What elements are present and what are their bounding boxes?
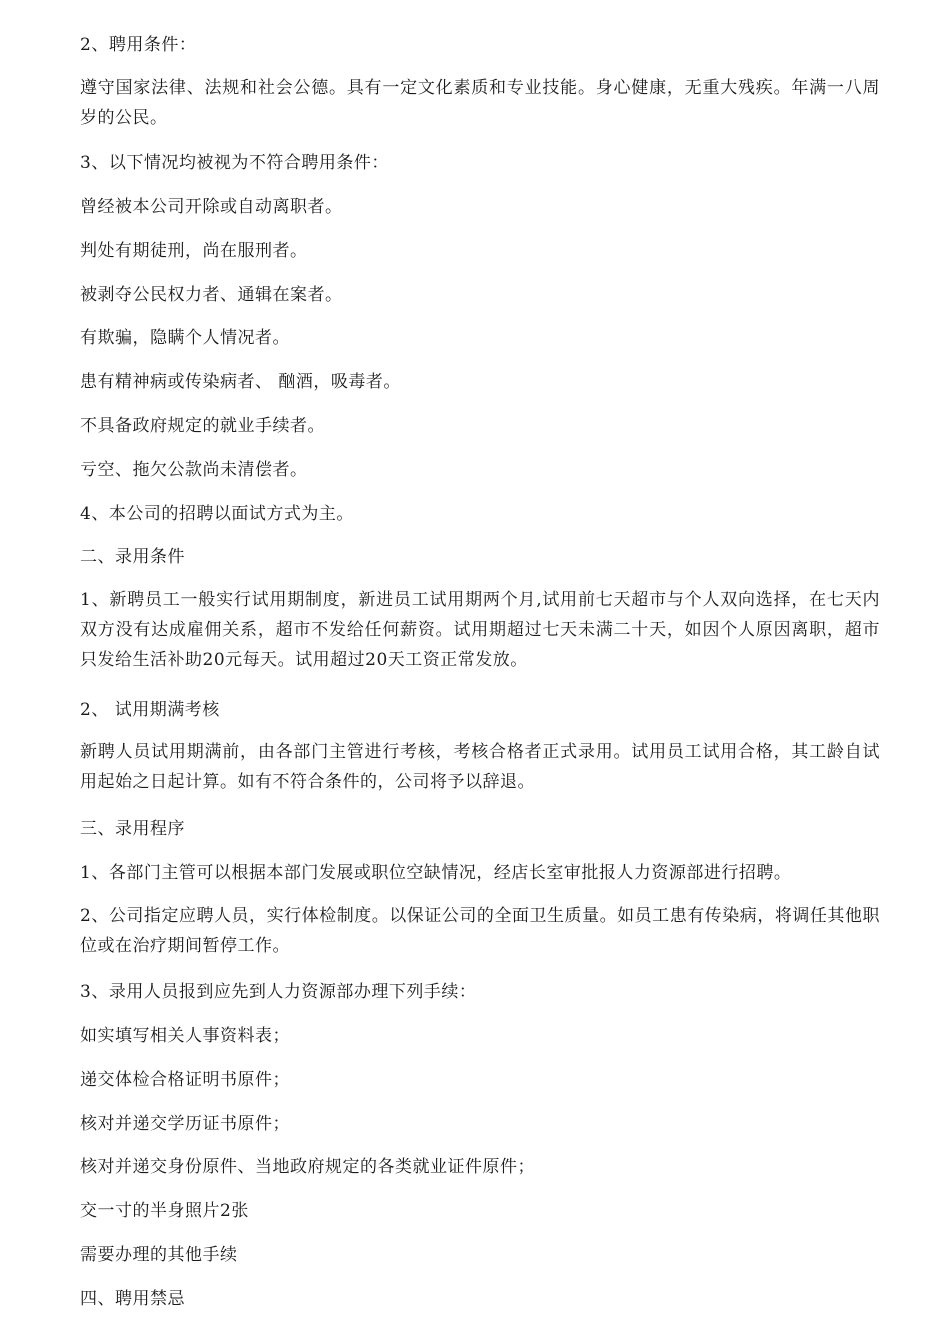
paragraph: 遵守国家法律、法规和社会公德。具有一定文化素质和专业技能。身心健康，无重大残疾。年满一八周岁的公民。 xyxy=(80,78,880,128)
paragraph: 被剥夺公民权力者、通辑在案者。 xyxy=(80,285,343,305)
paragraph: 1、各部门主管可以根据本部门发展或职位空缺情况，经店长室审批报人力资源部进行招聘。 xyxy=(80,863,792,883)
paragraph: 2、公司指定应聘人员，实行体检制度。以保证公司的全面卫生质量。如员工患有传染病，将调任其他职位或在治疗期间暂停工作。 xyxy=(80,906,880,956)
paragraph: 核对并递交学历证书原件； xyxy=(80,1114,290,1134)
paragraph: 不具备政府规定的就业手续者。 xyxy=(80,416,325,436)
paragraph: 亏空、拖欠公款尚未清偿者。 xyxy=(80,460,308,480)
paragraph: 递交体检合格证明书原件； xyxy=(80,1070,290,1090)
section-heading: 三、录用程序 xyxy=(80,819,185,839)
paragraph: 4、本公司的招聘以面试方式为主。 xyxy=(80,504,354,524)
paragraph: 3、以下情况均被视为不符合聘用条件： xyxy=(80,153,389,173)
paragraph: 新聘人员试用期满前，由各部门主管进行考核，考核合格者正式录用。试用员工试用合格，其工龄自试用起始之日起计算。如有不符合条件的，公司将予以辞退。 xyxy=(80,742,880,792)
paragraph: 有欺骗，隐瞒个人情况者。 xyxy=(80,328,290,348)
subsection-heading: 2、 试用期满考核 xyxy=(80,700,220,720)
paragraph: 2、聘用条件： xyxy=(80,35,197,55)
paragraph: 需要办理的其他手续 xyxy=(80,1245,238,1265)
paragraph: 判处有期徒刑，尚在服刑者。 xyxy=(80,241,308,261)
section-heading: 四、聘用禁忌 xyxy=(80,1289,185,1309)
section-heading: 二、录用条件 xyxy=(80,547,185,567)
paragraph: 3、录用人员报到应先到人力资源部办理下列手续： xyxy=(80,982,477,1002)
paragraph: 交一寸的半身照片2张 xyxy=(80,1201,249,1221)
paragraph: 核对并递交身份原件、当地政府规定的各类就业证件原件； xyxy=(80,1157,535,1177)
paragraph: 患有精神病或传染病者、 酗酒，吸毒者。 xyxy=(80,372,401,392)
paragraph: 如实填写相关人事资料表； xyxy=(80,1026,290,1046)
paragraph: 曾经被本公司开除或自动离职者。 xyxy=(80,197,343,217)
paragraph: 1、新聘员工一般实行试用期制度，新进员工试用期两个月,试用前七天超市与个人双向选择，在七天内双方没有达成雇佣关系，超市不发给任何薪资。试用期超过七天未满二十天，如因个人原因离职，超市只发给生活补助20元每天。试用超过20天工资正常发放。 xyxy=(80,590,880,670)
